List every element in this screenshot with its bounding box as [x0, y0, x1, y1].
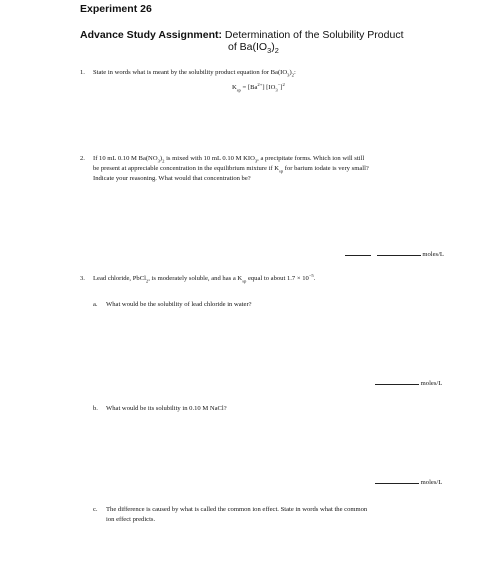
question-1-text: State in words what is meant by the solubility product equation for $Ba(IO_3)_2$: — [93, 69, 296, 78]
question-3b-answer — [375, 477, 442, 487]
question-3c-label: c. — [93, 506, 98, 513]
title-line2: of $Ba(IO_3)_2$ — [228, 41, 279, 56]
question-3a-answer — [375, 378, 442, 388]
question-3c-line1: The difference is caused by what is called the common ion effect. State in words what the common — [106, 506, 368, 513]
question-3a-text: What would be the solubility of lead chloride in water? — [106, 301, 252, 308]
answer-unit: moles/L — [420, 479, 443, 486]
answer-blank-3a[interactable] — [375, 378, 419, 385]
answer-unit: moles/L — [422, 251, 444, 258]
assignment-title — [80, 29, 440, 56]
question-2-answer — [345, 249, 444, 259]
question-2-number: 2. — [80, 155, 85, 162]
title-line1: Determination of the Solubility Product — [221, 29, 404, 41]
question-1-number: 1. — [80, 69, 85, 76]
ksp-equation: $K_{sp} = [Ba^{2+}]$ $[IO_3^-]^2$ — [232, 81, 285, 93]
question-3-number: 3. — [80, 275, 85, 282]
experiment-number: Experiment 26 — [80, 3, 152, 15]
question-2-line1: If 10 mL 0.10 M $Ba(NO_3)_2$ is mixed with 10 mL 0.10 M $KIO_3$, a precipitate forms. Which ion will still — [93, 155, 365, 164]
question-3b-label: b. — [93, 405, 98, 412]
question-3b-text: What would be its solubility in 0.10 M NaCl? — [106, 405, 227, 412]
title-bold: Advance Study Assignment: — [80, 29, 222, 41]
question-3c-line2: ion effect predicts. — [106, 516, 156, 523]
question-2-line3: Indicate your reasoning. What would that concentration be? — [93, 175, 251, 182]
answer-blank-3b[interactable] — [375, 477, 419, 484]
question-3-text: Lead chloride, PbCl$_2$, is moderately soluble, and has a $K_{sp}$ equal to about $1.7 \times 10^{-5}$. — [93, 272, 316, 284]
question-2-line2: be present at appreciable concentration in the equilibrium mixture if $K_{sp}$ for barium iodate is very small? — [93, 165, 369, 174]
answer-unit: moles/L — [420, 380, 443, 387]
question-3a-label: a. — [93, 301, 98, 308]
answer-blank-concentration[interactable] — [377, 249, 421, 256]
answer-blank-ion[interactable] — [345, 249, 371, 256]
